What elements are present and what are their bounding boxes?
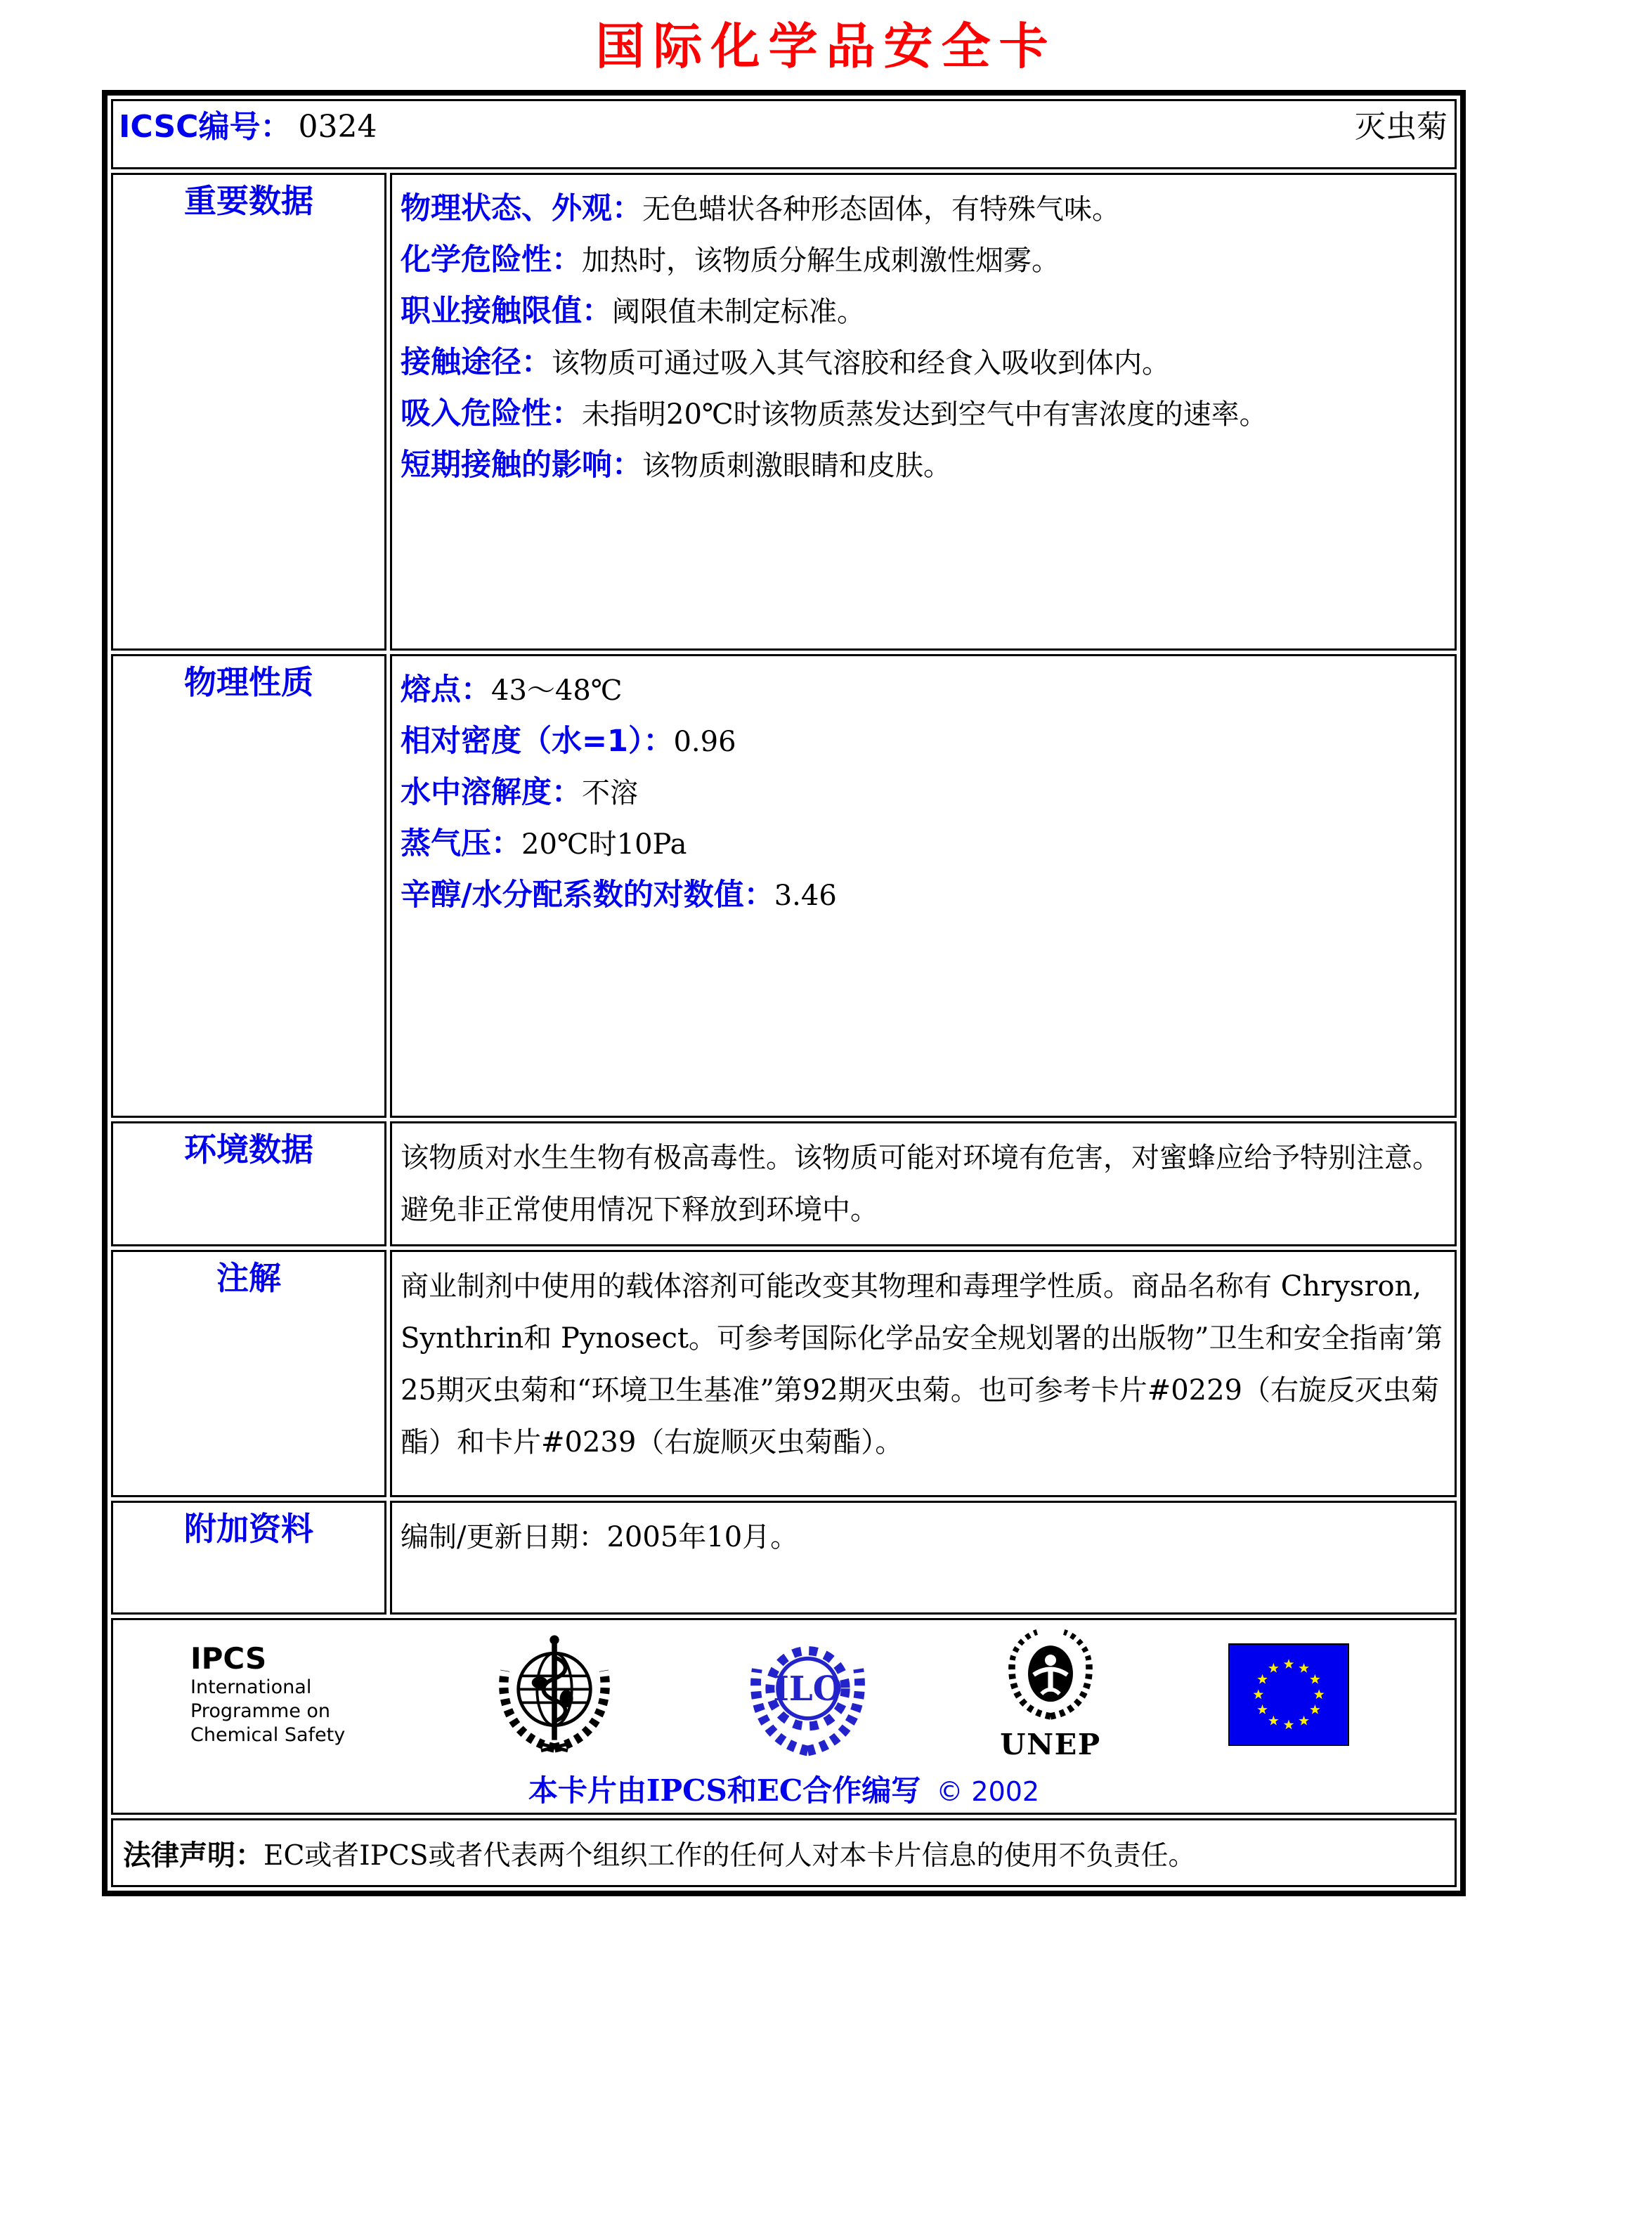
ilo-label: ILO bbox=[773, 1669, 843, 1709]
field-key: 短期接触的影响： bbox=[401, 448, 642, 483]
field-line bbox=[401, 235, 1443, 286]
header-cell bbox=[111, 99, 1457, 169]
notes-text: 商业制剂中使用的载体溶剂可能改变其物理和毒理学性质。商品名称有 Chrysron, Synthrin和 Pynosect。可参考国际化学品安全规划署的出版物”卫生和安全指南’第25期灭虫菊和“环境卫生基准”第92期灭虫菊。也可参考卡片#0229（右旋反灭虫菊酯）和卡片#0239（右旋顺灭虫菊酯）。 bbox=[401, 1270, 1443, 1459]
section-label-additional-info: 附加资料 bbox=[111, 1501, 386, 1615]
field-key: 化学危险性： bbox=[401, 242, 582, 278]
section-label-physical-properties: 物理性质 bbox=[111, 654, 386, 1118]
field-key: 职业接触限值： bbox=[401, 294, 612, 329]
section-content-additional-info bbox=[390, 1501, 1457, 1615]
field-line bbox=[401, 286, 1443, 337]
field-key: 辛醇/水分配系数的对数值： bbox=[401, 878, 774, 913]
ipcs-subtitle-line: International bbox=[190, 1676, 312, 1698]
section-content-environmental-data bbox=[390, 1121, 1457, 1246]
section-row-notes bbox=[111, 1250, 1457, 1497]
icsc-table bbox=[108, 96, 1460, 1891]
eu-flag-icon bbox=[1228, 1643, 1349, 1746]
legal-text: EC或者IPCS或者代表两个组织工作的任何人对本卡片信息的使用不负责任。 bbox=[264, 1839, 1196, 1872]
ilo-icon bbox=[743, 1630, 873, 1760]
chemical-name: 灭虫菊 bbox=[1355, 109, 1448, 145]
icsc-card bbox=[102, 90, 1466, 1896]
field-value: 43～48℃ bbox=[491, 674, 623, 707]
ipcs-title: IPCS bbox=[190, 1641, 267, 1676]
field-value: 20℃时10Pa bbox=[521, 828, 687, 861]
environmental-data-text: 该物质对水生生物有极高毒性。该物质可能对环境有危害，对蜜蜂应给予特别注意。避免非正常使用情况下释放到环境中。 bbox=[401, 1142, 1440, 1226]
section-row-important-data bbox=[111, 173, 1457, 651]
field-value: 无色蜡状各种形态固体，有特殊气味。 bbox=[642, 193, 1120, 226]
page-title: 国际化学品安全卡 bbox=[595, 17, 1057, 75]
icsc-number-label: ICSC编号： bbox=[119, 109, 292, 145]
ipcs-subtitle-line: Chemical Safety bbox=[190, 1724, 346, 1746]
field-value: 该物质可通过吸入其气溶胶和经食入吸收到体内。 bbox=[552, 347, 1170, 379]
section-content-important-data bbox=[390, 173, 1457, 651]
field-value: 加热时，该物质分解生成刺激性烟雾。 bbox=[582, 244, 1060, 277]
header-row bbox=[111, 99, 1457, 169]
unep-icon bbox=[994, 1626, 1107, 1763]
logo-strip bbox=[113, 1626, 1455, 1763]
section-label-notes: 注解 bbox=[111, 1250, 386, 1497]
legal-label: 法律声明： bbox=[123, 1839, 264, 1872]
unep-label: UNEP bbox=[1000, 1726, 1101, 1761]
logos-cell bbox=[111, 1618, 1457, 1815]
credit-text: 本卡片由IPCS和EC合作编写 bbox=[528, 1773, 921, 1808]
section-content-physical-properties bbox=[390, 654, 1457, 1118]
field-line bbox=[401, 716, 1443, 767]
field-key: 物理状态、外观： bbox=[401, 191, 642, 226]
field-line bbox=[401, 183, 1443, 235]
field-line bbox=[401, 665, 1443, 716]
legal-row bbox=[111, 1818, 1457, 1887]
section-label-environmental-data: 环境数据 bbox=[111, 1121, 386, 1246]
legal-cell bbox=[111, 1818, 1457, 1887]
section-label-important-data: 重要数据 bbox=[111, 173, 386, 651]
ipcs-wordmark bbox=[190, 1642, 366, 1747]
who-icon bbox=[488, 1628, 621, 1761]
field-key: 蒸气压： bbox=[401, 826, 521, 861]
ipcs-subtitle-line: Programme on bbox=[190, 1700, 331, 1722]
field-line bbox=[401, 337, 1443, 389]
field-value: 阈限值未制定标准。 bbox=[612, 296, 865, 328]
credit-line bbox=[113, 1768, 1455, 1810]
field-line bbox=[401, 389, 1443, 440]
field-key: 接触途径： bbox=[401, 345, 552, 380]
section-row-environmental-data bbox=[111, 1121, 1457, 1246]
field-line bbox=[401, 870, 1443, 921]
field-key: 熔点： bbox=[401, 672, 491, 708]
field-value: 该物质刺激眼睛和皮肤。 bbox=[642, 450, 951, 482]
section-row-physical-properties bbox=[111, 654, 1457, 1118]
field-key: 相对密度（水=1）： bbox=[401, 724, 674, 759]
field-line bbox=[401, 767, 1443, 819]
section-content-notes bbox=[390, 1250, 1457, 1497]
field-line bbox=[401, 819, 1443, 870]
icsc-number-value: 0324 bbox=[298, 109, 377, 145]
field-key: 吸入危险性： bbox=[401, 396, 582, 431]
field-value: 3.46 bbox=[774, 880, 837, 912]
logos-row bbox=[111, 1618, 1457, 1815]
copyright-text: © 2002 bbox=[936, 1776, 1040, 1807]
field-value: 不溶 bbox=[582, 777, 638, 809]
additional-info-text: 编制/更新日期：2005年10月。 bbox=[401, 1521, 799, 1553]
section-row-additional-info bbox=[111, 1501, 1457, 1615]
field-value: 0.96 bbox=[673, 726, 736, 758]
field-key: 水中溶解度： bbox=[401, 775, 582, 810]
icsc-number bbox=[119, 101, 377, 146]
field-line bbox=[401, 440, 1443, 491]
field-value: 未指明20℃时该物质蒸发达到空气中有害浓度的速率。 bbox=[582, 398, 1268, 431]
